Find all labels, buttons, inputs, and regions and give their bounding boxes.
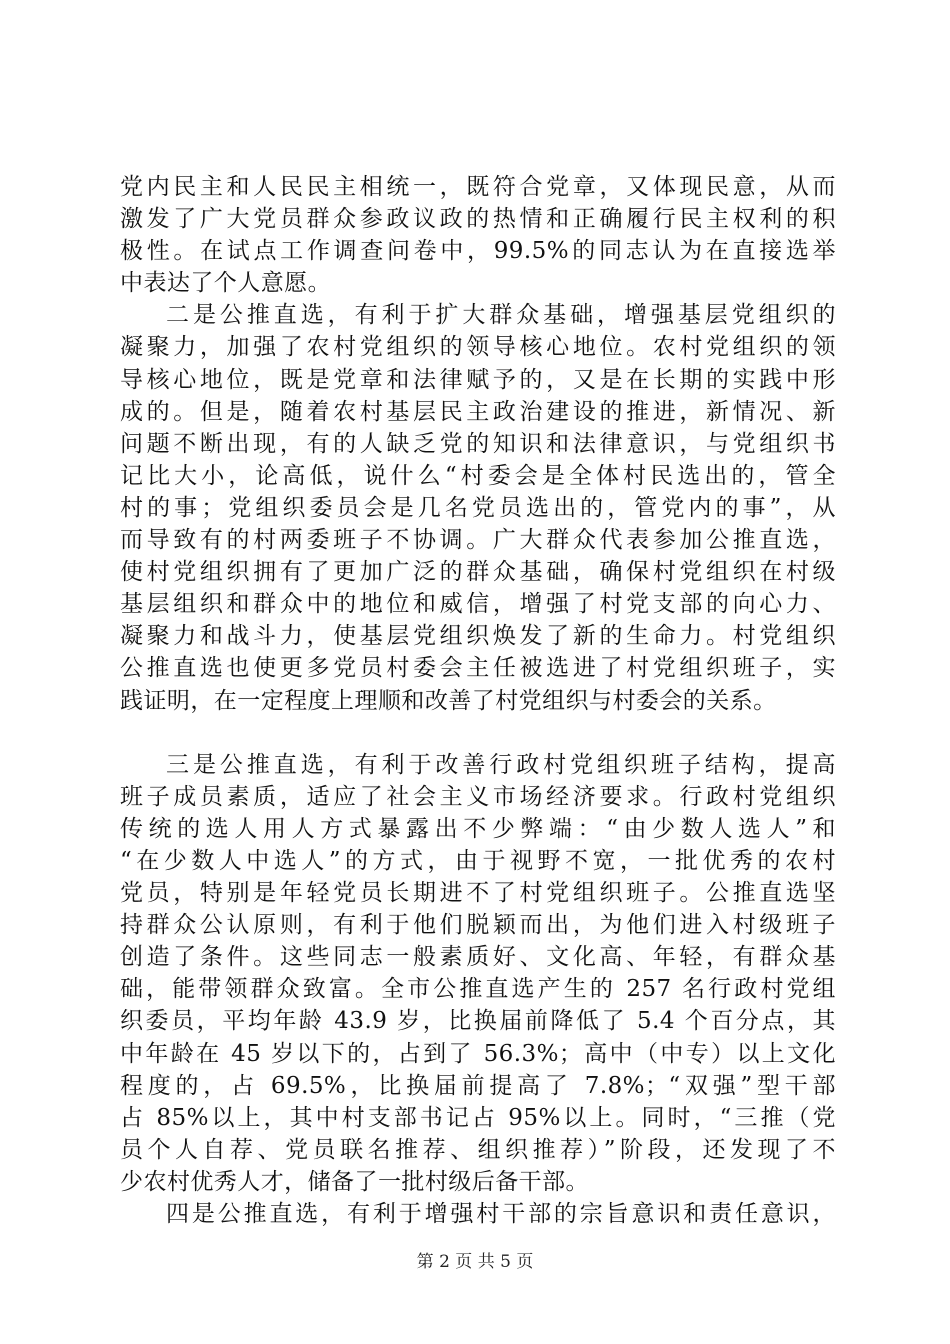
body-text: [120, 171, 836, 1230]
text-line: 而导致有的村两委班子不协调。广大群众代表参加公推直选，: [120, 527, 836, 554]
text-line: 极性。在试点工作调查问卷中，99.5%的同志认为在直接选举: [120, 238, 836, 265]
text-line: 激发了广大党员群众参政议政的热情和正确履行民主权利的积: [120, 206, 836, 233]
text-line: 成的。但是，随着农村基层民主政治建设的推进，新情况、新: [120, 398, 836, 425]
text-line: 凝聚力，加强了农村党组织的领导核心地位。农村党组织的领: [120, 334, 836, 361]
text-line: 创造了条件。这些同志一般素质好、文化高、年轻，有群众基: [120, 944, 836, 971]
text-line: 程度的，占 69.5%，比换届前提高了 7.8%；“双强”型干部: [120, 1072, 836, 1099]
text-line: 导核心地位，既是党章和法律赋予的，又是在长期的实践中形: [120, 366, 836, 393]
text-line: 班子成员素质，适应了社会主义市场经济要求。行政村党组织: [120, 783, 836, 810]
paragraph-start-line: 二是公推直选，有利于扩大群众基础，增强基层党组织的: [166, 302, 836, 329]
text-line: 传统的选人用人方式暴露出不少弊端：“由少数人选人”和: [120, 815, 836, 842]
paragraph-start-line: 四是公推直选，有利于增强村干部的宗旨意识和责任意识，: [166, 1201, 836, 1227]
text-line: 践证明，在一定程度上理顺和改善了村党组织与村委会的关系。: [120, 687, 777, 714]
text-line: 公推直选也使更多党员村委会主任被选进了村党组织班子，实: [120, 655, 836, 682]
text-line: 党内民主和人民民主相统一，既符合党章，又体现民意，从而: [120, 174, 836, 200]
text-line: 凝聚力和战斗力，使基层党组织焕发了新的生命力。村党组织: [120, 623, 836, 650]
text-line: 员个人自荐、党员联名推荐、组织推荐）”阶段，还发现了不: [120, 1136, 836, 1163]
text-line: 占 85%以上，其中村支部书记占 95%以上。同时，“三推（党: [120, 1104, 836, 1131]
text-line: 村的事；党组织委员会是几名党员选出的，管党内的事”，从: [120, 494, 836, 521]
text-line: 基层组织和群众中的地位和威信，增强了村党支部的向心力、: [120, 591, 836, 618]
text-line: 础，能带领群众致富。全市公推直选产生的 257 名行政村党组: [120, 976, 836, 1003]
paragraph-gap: [120, 717, 836, 749]
text-line: 问题不断出现，有的人缺乏党的知识和法律意识，与党组织书: [120, 430, 836, 457]
text-line: 党员，特别是年轻党员长期进不了村党组织班子。公推直选坚: [120, 880, 836, 907]
text-line: 少农村优秀人才，储备了一批村级后备干部。: [120, 1168, 589, 1195]
text-line: “在少数人中选人”的方式，由于视野不宽，一批优秀的农村: [120, 847, 836, 874]
text-line: 织委员，平均年龄 43.9 岁，比换届前降低了 5.4 个百分点，其: [120, 1008, 836, 1035]
text-line: 中表达了个人意愿。: [120, 270, 332, 297]
text-line: 中年龄在 45 岁以下的，占到了 56.3%；高中（中专）以上文化: [120, 1040, 836, 1067]
text-line: 使村党组织拥有了更加广泛的群众基础，确保村党组织在村级: [120, 559, 836, 586]
page-footer: 第 2 页 共 5 页: [416, 1252, 534, 1272]
paragraph-start-line: 三是公推直选，有利于改善行政村党组织班子结构，提高: [166, 751, 836, 778]
text-line: 持群众公认原则，有利于他们脱颖而出，为他们进入村级班子: [120, 912, 836, 939]
text-line: 记比大小，论高低，说什么“村委会是全体村民选出的，管全: [120, 462, 836, 489]
